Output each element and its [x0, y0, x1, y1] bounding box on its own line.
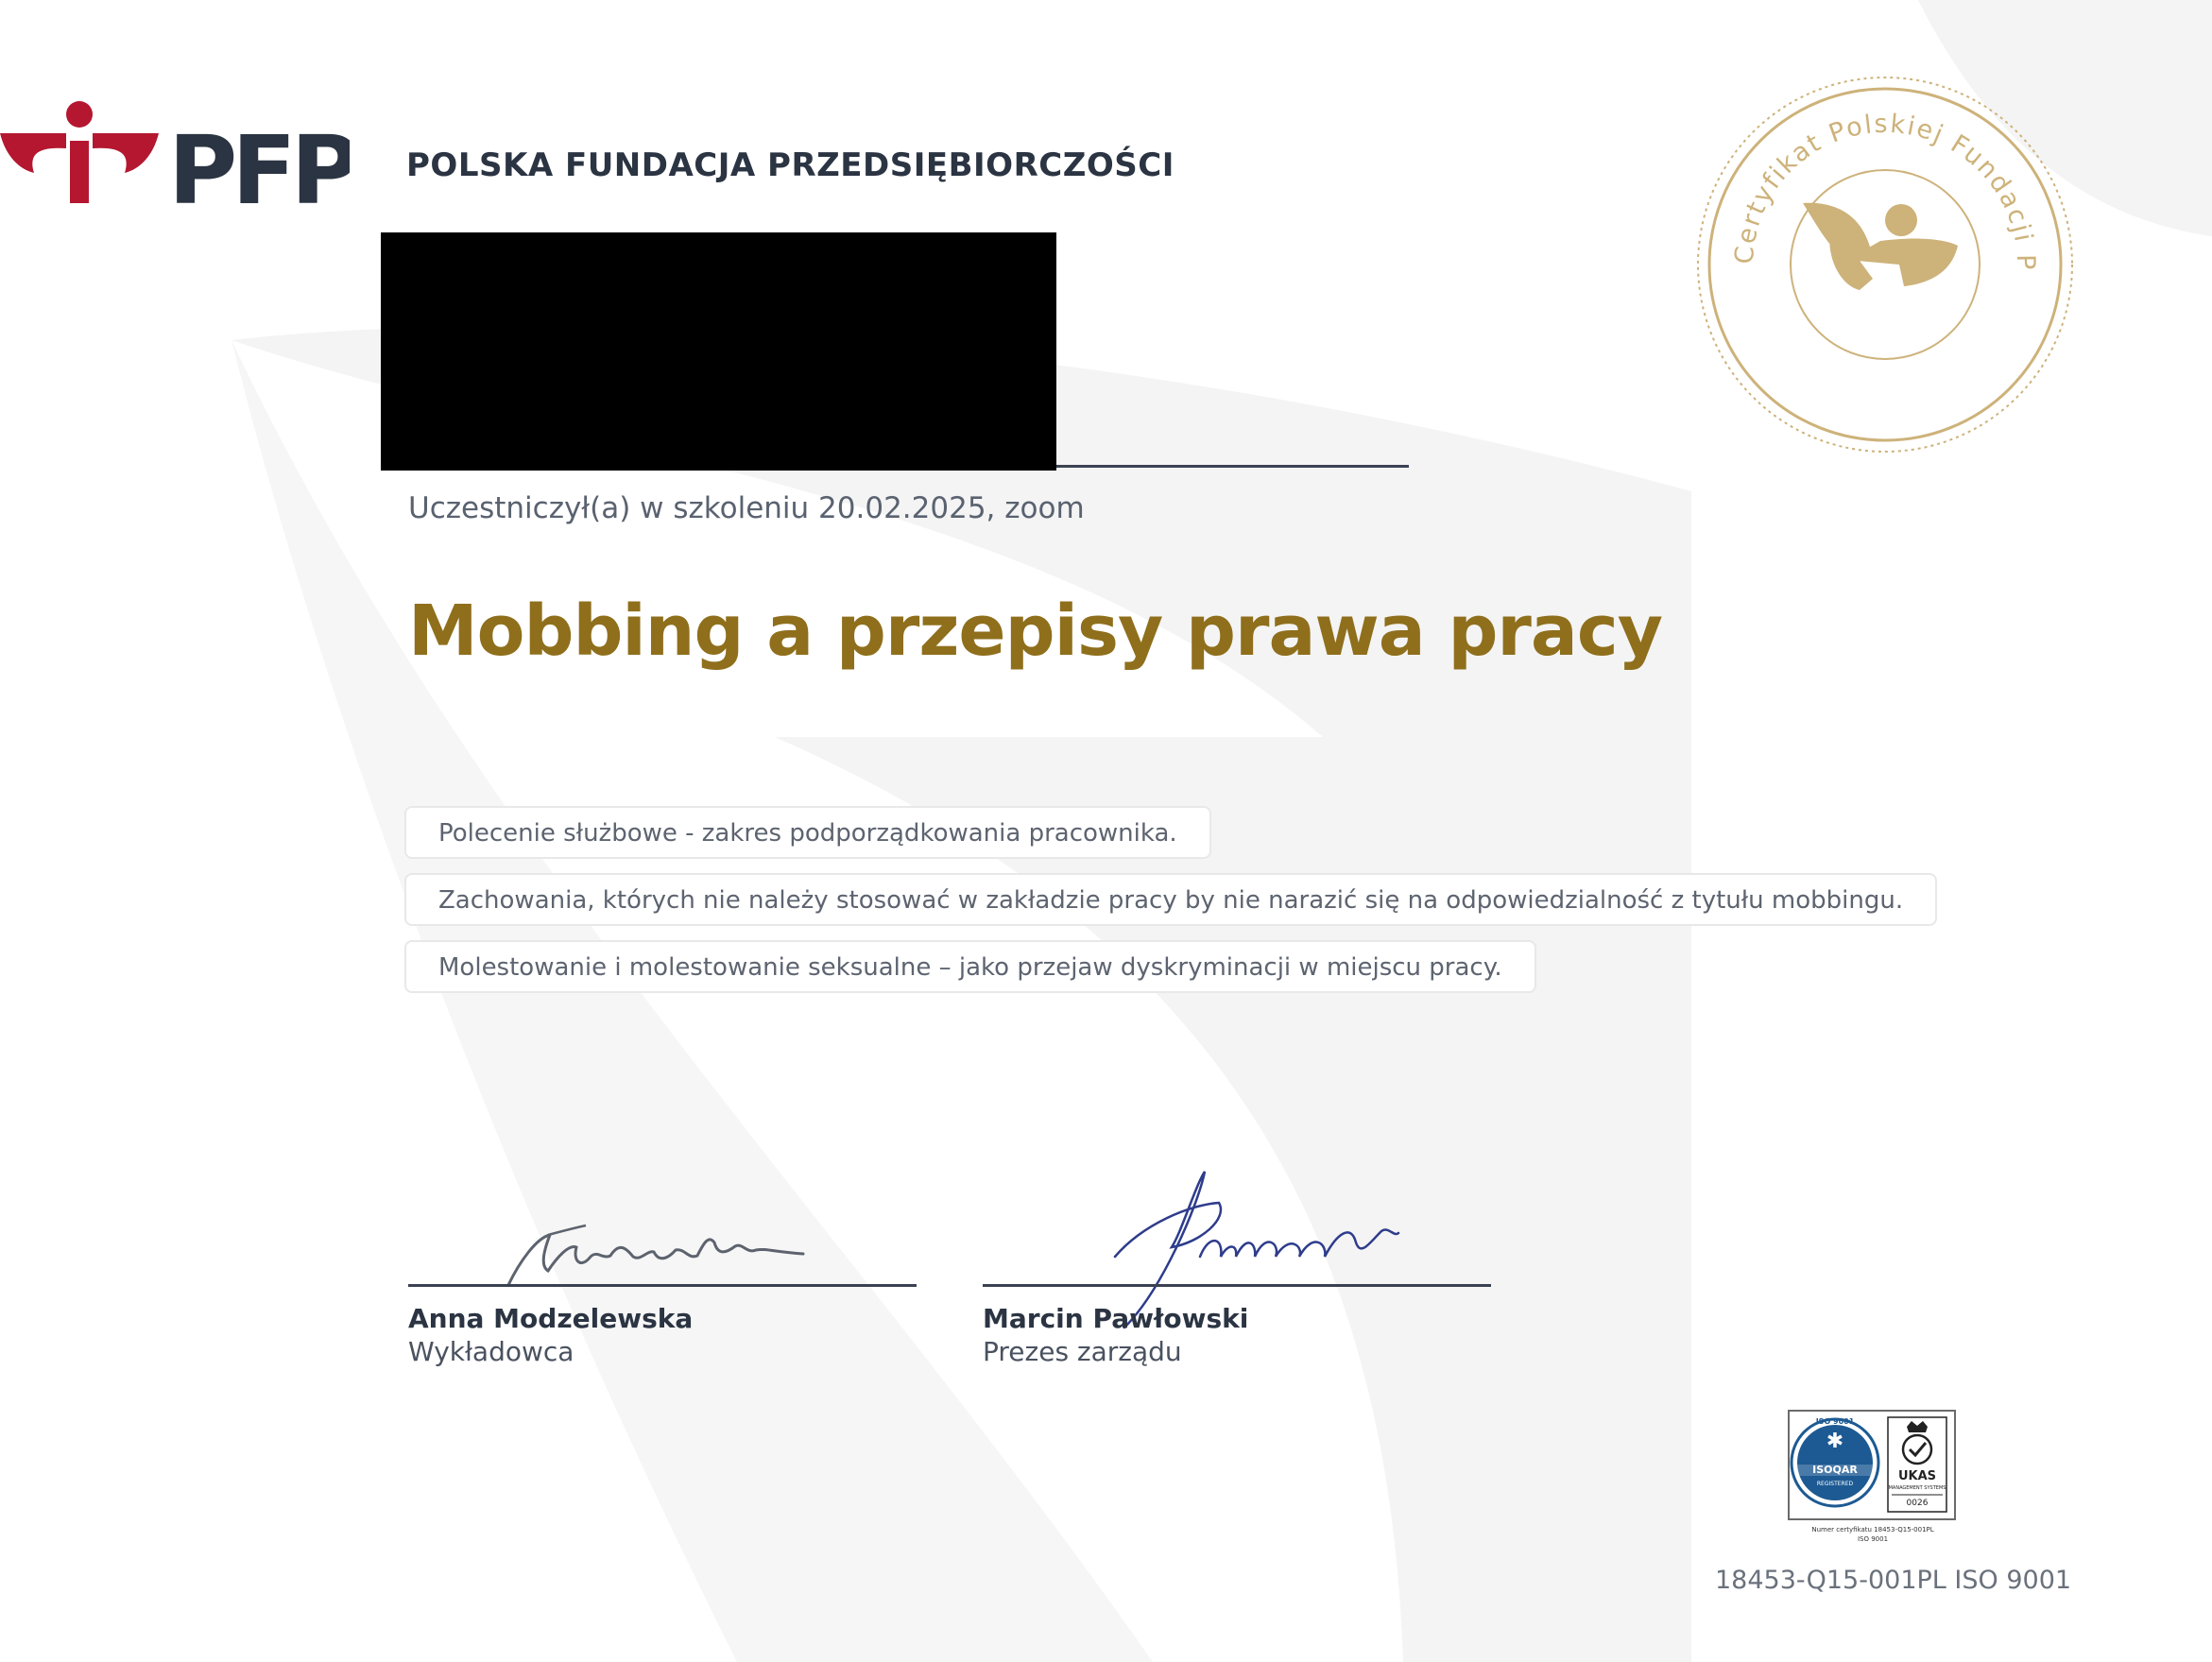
iso-caption-line2: ISO 9001 — [1857, 1535, 1889, 1543]
topic-item: Molestowanie i molestowanie seksualne – jako przejaw dyskryminacji w miejscu pracy. — [404, 940, 1536, 993]
signatory-name: Marcin Pawłowski — [983, 1303, 1249, 1334]
pfp-logo-icon — [0, 99, 350, 208]
topic-item: Polecenie służbowe - zakres podporządkowania pracownika. — [404, 806, 1211, 859]
ukas-label: UKAS — [1897, 1469, 1937, 1483]
signatory-name: Anna Modzelewska — [408, 1303, 694, 1334]
signature-line — [983, 1284, 1491, 1287]
svg-text:PFP: PFP — [168, 115, 350, 208]
topic-item: Zachowania, których nie należy stosować w zakładzie pracy by nie narazić się na odpowiedzialność z tytułu mobbingu. — [404, 873, 1937, 926]
signatory-role: Prezes zarządu — [983, 1336, 1182, 1367]
course-title: Mobbing a przepisy prawa pracy — [408, 591, 1662, 672]
certificate-seal — [1691, 71, 2079, 458]
pfp-logo — [0, 99, 350, 208]
isoqar-label: ISOQAR — [1812, 1464, 1858, 1476]
isoqar-sub: REGISTERED — [1816, 1481, 1854, 1487]
signature-modzelewska — [491, 1214, 832, 1290]
certificate-number: 18453-Q15-001PL ISO 9001 — [1715, 1566, 2072, 1595]
participation-text: Uczestniczył(a) w szkoleniu 20.02.2025, zoom — [408, 491, 1085, 525]
signatory-role: Wykładowca — [408, 1336, 574, 1367]
isoqar-top-text: ISO 9001 — [1815, 1417, 1855, 1426]
signature-line — [408, 1284, 917, 1287]
redacted-participant-name — [381, 232, 1056, 471]
name-underline — [1056, 465, 1409, 468]
svg-text:✱: ✱ — [1826, 1430, 1844, 1453]
ukas-sub: MANAGEMENT SYSTEMS — [1888, 1485, 1946, 1491]
iso-caption-line1: Numer certyfikatu 18453-Q15-001PL — [1811, 1526, 1934, 1533]
iso-badge-icon — [1786, 1408, 1975, 1550]
seal-text: Certyfikat Polskiej Fundacji P — [1729, 109, 2041, 272]
organization-name: POLSKA FUNDACJA PRZEDSIĘBIORCZOŚCI — [406, 146, 1175, 184]
topics-list — [404, 806, 1937, 1007]
iso-certification-badge — [1786, 1408, 1975, 1550]
ukas-number: 0026 — [1906, 1499, 1929, 1508]
seal-icon — [1691, 71, 2079, 458]
